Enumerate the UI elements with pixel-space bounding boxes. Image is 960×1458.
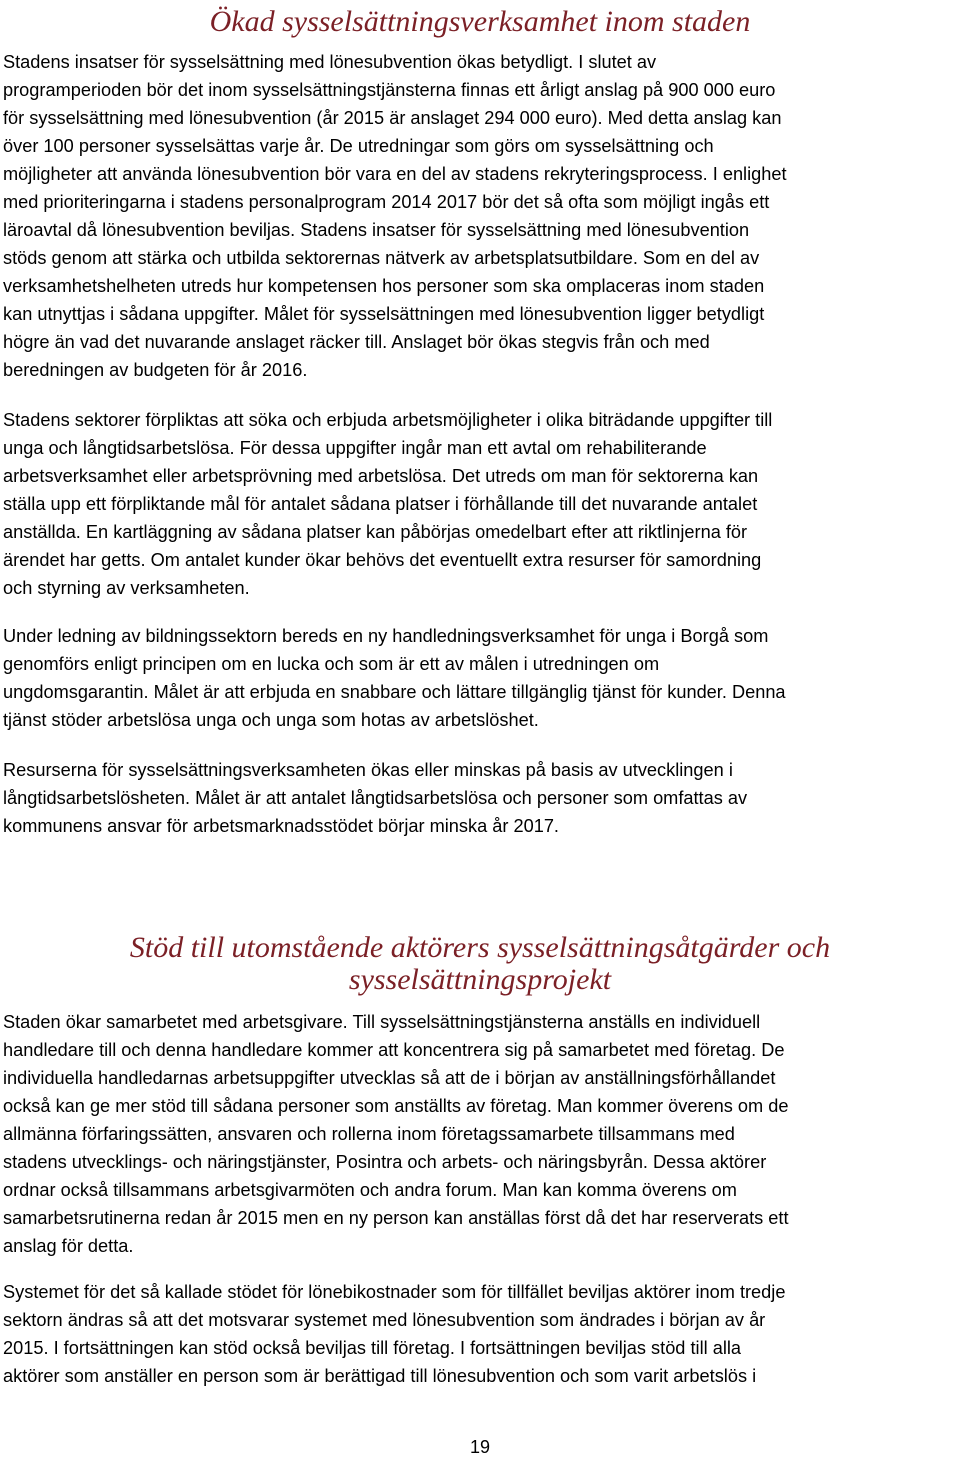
text-line: allmänna förfaringssätten, ansvaren och rollerna inom företagssamarbete tillsammans med — [3, 1124, 735, 1144]
text-line: beredningen av budgeten för år 2016. — [3, 360, 308, 380]
text-line: individuella handledarnas arbetsuppgifter utvecklas så att de i början av anställningsförhållandet — [3, 1068, 776, 1088]
text-line: tjänst stöder arbetslösa unga och unga som hotas av arbetslöshet. — [3, 710, 539, 730]
paragraph-1 — [3, 48, 958, 384]
text-line: ställa upp ett förpliktande mål för antalet sådana platser i förhållande till det nuvarande antalet — [3, 494, 758, 514]
text-line: med prioriteringarna i stadens personalprogram 2014 2017 bör det så ofta som möjligt ingås ett — [3, 192, 770, 212]
text-line: anställda. En kartläggning av sådana platser kan påbörjas omedelbart efter att riktlinjerna för — [3, 522, 748, 542]
text-line: stöds genom att stärka och utbilda sektorernas nätverk av arbetsplatsutbildare. Som en del av — [3, 248, 760, 268]
text-line: också kan ge mer stöd till sådana personer som anställts av företag. Man kommer överens om de — [3, 1096, 789, 1116]
heading-line: sysselsättningsprojekt — [348, 963, 612, 996]
text-line: kan utnyttjas i sådana uppgifter. Målet för sysselsättningen med lönesubvention ligger betydligt — [3, 304, 765, 324]
paragraph-3 — [3, 622, 958, 734]
section-heading-1: Ökad sysselsättningsverksamhet inom staden — [209, 5, 751, 38]
text-line: högre än vad det nuvarande anslaget räcker till. Anslaget bör ökas stegvis från och med — [3, 332, 710, 352]
heading-line: Stöd till utomstående aktörers sysselsättningsåtgärder och — [129, 931, 831, 964]
text-line: genomförs enligt principen om en lucka och som är ett av målen i utredningen om — [3, 654, 660, 674]
text-line: handledare till och denna handledare kommer att koncentrera sig på samarbetet med företag. De — [3, 1040, 785, 1060]
text-line: Stadens sektorer förpliktas att söka och erbjuda arbetsmöjligheter i olika biträdande uppgifter till — [3, 410, 773, 430]
paragraph-5 — [3, 1008, 958, 1260]
text-line: anslag för detta. — [3, 1236, 134, 1256]
text-line: ordnar också tillsammans arbetsgivarmöten och andra forum. Man kan komma överens om — [3, 1180, 737, 1200]
paragraph-2 — [3, 406, 958, 602]
text-line: för sysselsättning med lönesubvention (år 2015 är anslaget 294 000 euro). Med detta anslag kan — [3, 108, 782, 128]
text-line: unga och långtidsarbetslösa. För dessa uppgifter ingår man ett avtal om rehabiliterande — [3, 438, 707, 458]
text-line: möjligheter att använda lönesubvention bör vara en del av stadens rekryteringsprocess. I enlighet — [3, 164, 787, 184]
text-line: ärendet har getts. Om antalet kunder ökar behövs det eventuellt extra resurser för samordning — [3, 550, 762, 570]
text-line: Resurserna för sysselsättningsverksamheten ökas eller minskas på basis av utvecklingen i — [3, 760, 733, 780]
text-line: Under ledning av bildningssektorn bereds en ny handledningsverksamhet för unga i Borgå som — [3, 626, 769, 646]
text-line: och styrning av verksamheten. — [3, 578, 250, 598]
text-line: långtidsarbetslösheten. Målet är att antalet långtidsarbetslösa och personer som omfattas av — [3, 788, 748, 808]
text-line: 2015. I fortsättningen kan stöd också beviljas till företag. I fortsättningen beviljas stöd till alla — [3, 1338, 742, 1358]
paragraph-4 — [3, 756, 958, 840]
text-line: Staden ökar samarbetet med arbetsgivare. Till sysselsättningstjänsterna anställs en individuell — [3, 1012, 761, 1032]
text-line: ungdomsgarantin. Målet är att erbjuda en snabbare och lättare tillgänglig tjänst för kunder. Denna — [3, 682, 786, 702]
paragraph-6 — [3, 1278, 958, 1390]
text-line: sektorn ändras så att det motsvarar systemet med lönesubvention som ändrades i början av år — [3, 1310, 766, 1330]
text-line: Systemet för det så kallade stödet för lönebikostnader som för tillfället beviljas aktörer inom tredje — [3, 1282, 786, 1302]
text-line: Stadens insatser för sysselsättning med lönesubvention ökas betydligt. I slutet av — [3, 52, 657, 72]
page-number: 19 — [469, 1437, 491, 1457]
text-line: kommunens ansvar för arbetsmarknadsstödet börjar minska år 2017. — [3, 816, 559, 836]
text-line: samarbetsrutinerna redan år 2015 men en ny person kan anställas först då det har reserverats ett — [3, 1208, 789, 1228]
text-line: programperioden bör det inom sysselsättningstjänsterna finnas ett årligt anslag på 900 000 euro — [3, 80, 776, 100]
text-line: verksamhetshelheten utreds hur kompetensen hos personer som ska omplaceras inom staden — [3, 276, 765, 296]
text-line: aktörer som anställer en person som är berättigad till lönesubvention och som varit arbetslös i — [3, 1366, 757, 1386]
section-heading-2 — [0, 932, 960, 996]
text-line: stadens utvecklings- och näringstjänster, Posintra och arbets- och näringsbyrån. Dessa aktörer — [3, 1152, 767, 1172]
text-line: arbetsverksamhet eller arbetsprövning med arbetslösa. Det utreds om man för sektorerna kan — [3, 466, 759, 486]
text-line: läroavtal då lönesubvention beviljas. Stadens insatser för sysselsättning med lönesubvention — [3, 220, 750, 240]
text-line: över 100 personer sysselsättas varje år. De utredningar som görs om sysselsättning och — [3, 136, 714, 156]
